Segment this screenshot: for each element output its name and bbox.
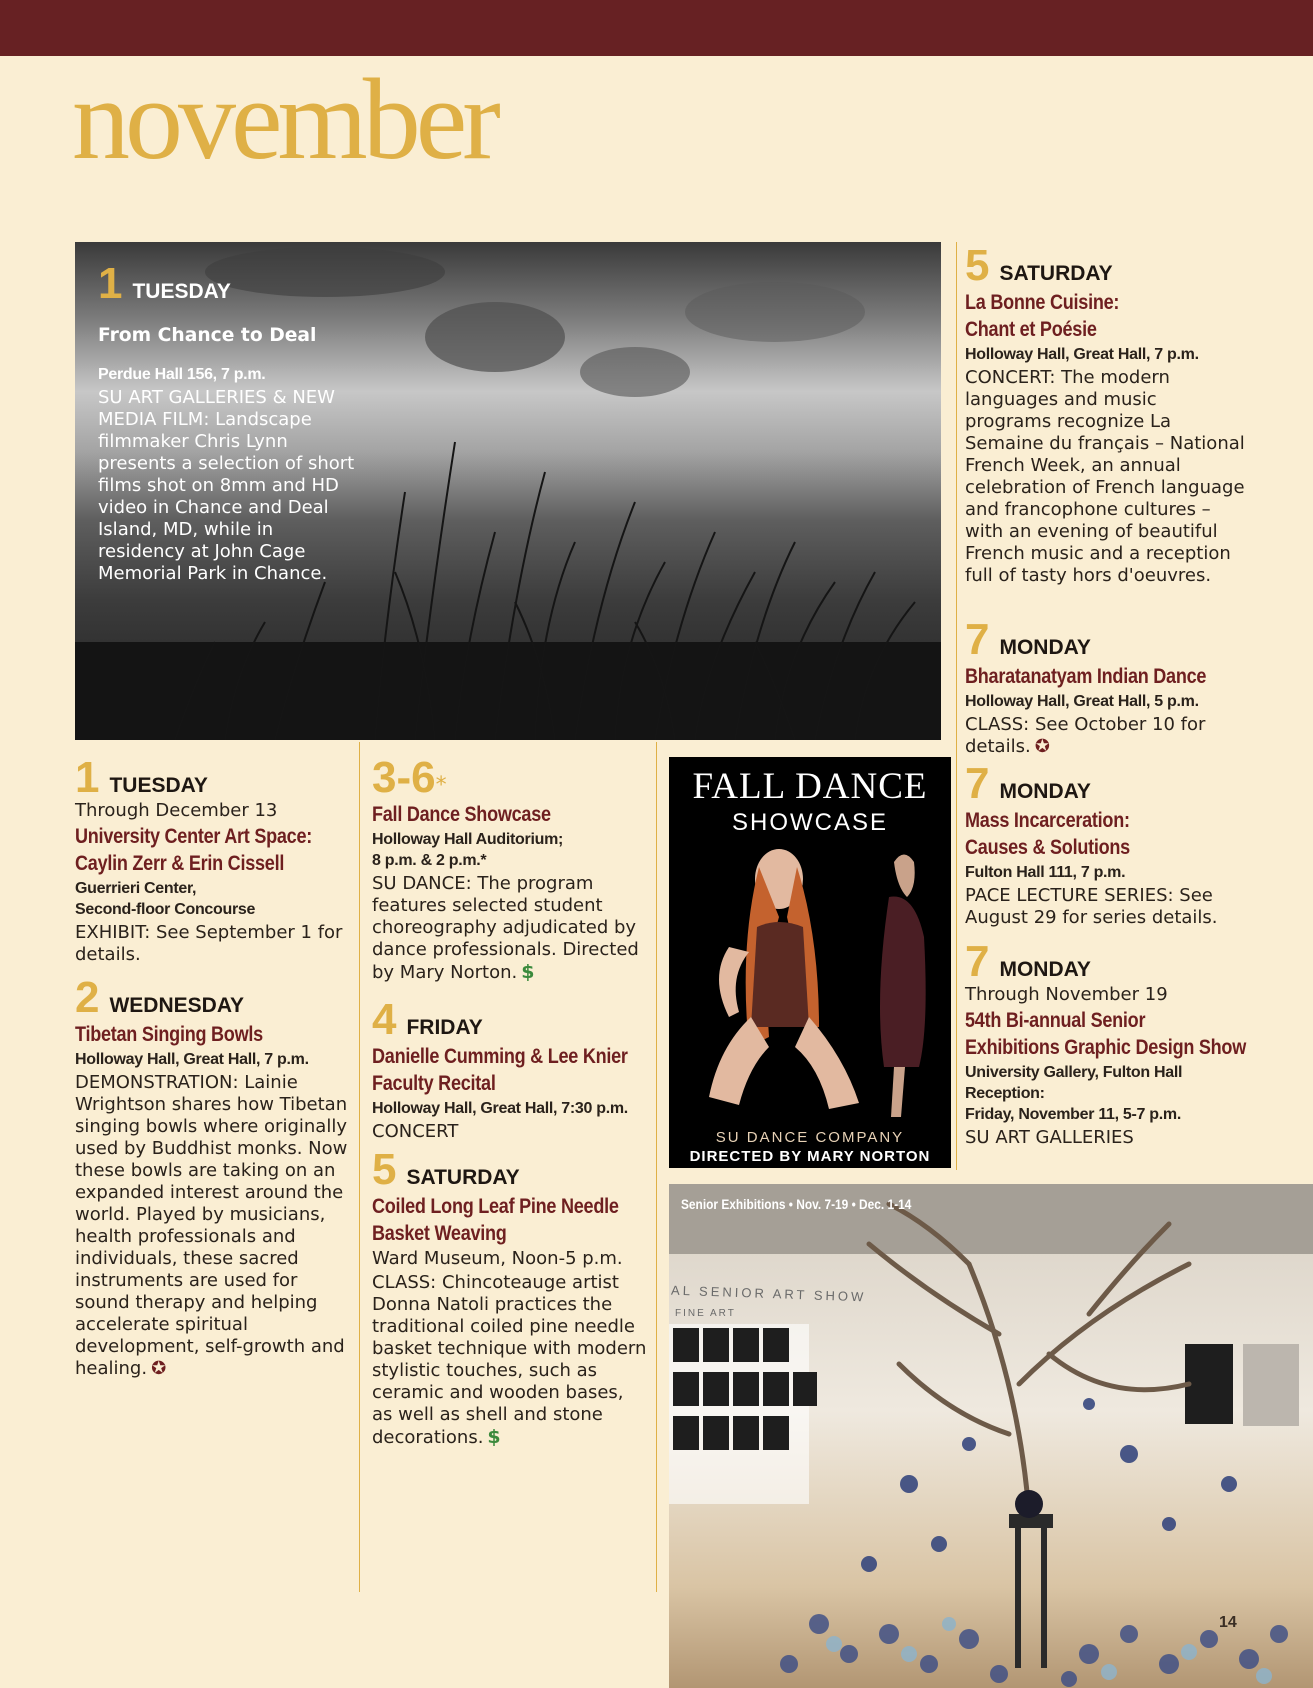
- event-date-number: 1: [75, 753, 100, 802]
- gallery-caption: Senior Exhibitions • Nov. 7-19 • Dec. 1-14: [681, 1196, 912, 1212]
- event-weekday: FRIDAY: [406, 1016, 483, 1039]
- feature-event: [98, 259, 358, 585]
- event-date-number: 3-6: [372, 753, 436, 802]
- event-item: [372, 995, 647, 1143]
- column-divider: [656, 742, 657, 1592]
- event-description: DEMONSTRATION: Lainie Wrightson shares how Tibetan singing bowls where originally used by Buddhist monks. Now these bowls are taking on an expanded interest around the world. Played by musicians, health professionals and individuals, these sacred instruments are used for sound therapy and helping accelerate spiritual development, self-growth and healing. ✪: [75, 1072, 348, 1379]
- event-location: Holloway Hall, Great Hall, 7 p.m.: [75, 1051, 309, 1068]
- event-title: Fall Dance Showcase: [372, 803, 551, 826]
- event-item: [372, 753, 647, 984]
- event-location: Holloway Hall, Great Hall, 7 p.m.: [965, 346, 1199, 363]
- event-date-range: Through November 19: [965, 984, 1168, 1005]
- event-item: [75, 753, 350, 966]
- gallery-photo: [669, 1184, 1313, 1688]
- event-description: PACE LECTURE SERIES: See August 29 for series details.: [965, 885, 1218, 928]
- event-weekday: MONDAY: [999, 780, 1091, 803]
- event-location: Guerrieri Center,: [75, 880, 197, 897]
- event-item: [965, 241, 1245, 587]
- event-location: Ward Museum, Noon-5 p.m.: [372, 1248, 623, 1269]
- poster-company: SU DANCE COMPANY: [715, 1129, 905, 1146]
- event-item: [965, 615, 1245, 758]
- page-number: 14: [1219, 1614, 1237, 1631]
- event-weekday: WEDNESDAY: [109, 994, 245, 1017]
- poster-director: DIRECTED BY MARY NORTON: [689, 1148, 931, 1165]
- event-weekday: MONDAY: [999, 958, 1091, 981]
- event-title: Bharatanatyam Indian Dance: [965, 665, 1207, 688]
- event-location: Second-floor Concourse: [75, 901, 256, 918]
- event-date-number: 2: [75, 973, 100, 1022]
- asterisk-mark: *: [435, 773, 447, 798]
- event-title: Coiled Long Leaf Pine Needle: [372, 1195, 619, 1218]
- event-weekday: MONDAY: [999, 636, 1091, 659]
- event-title: Faculty Recital: [372, 1072, 496, 1095]
- event-weekday: SATURDAY: [999, 262, 1113, 285]
- event-location: Reception:: [965, 1085, 1045, 1102]
- event-description: CONCERT: The modern languages and music programs recognize La Semaine du français – National French Week, an annual celebration of French language and francophone cultures – with an evening of beautiful French music and a reception full of tasty hors d'oeuvres.: [965, 367, 1245, 586]
- poster-subtitle: SHOWCASE: [731, 809, 888, 836]
- event-location: University Gallery, Fulton Hall: [965, 1064, 1183, 1081]
- event-date-number: 7: [965, 615, 990, 664]
- event-title: 54th Bi-annual Senior: [965, 1009, 1146, 1032]
- event-title: From Chance to Deal: [98, 324, 317, 346]
- event-location: Fulton Hall 111, 7 p.m.: [965, 864, 1126, 881]
- event-item: [965, 937, 1265, 1149]
- event-description: CLASS: See October 10 for details. ✪: [965, 714, 1206, 757]
- event-location: Holloway Hall, Great Hall, 7:30 p.m.: [372, 1100, 628, 1117]
- event-date-number: 5: [965, 241, 990, 290]
- event-title: La Bonne Cuisine:: [965, 291, 1120, 314]
- event-location: Friday, November 11, 5-7 p.m.: [965, 1106, 1181, 1123]
- event-date-number: 4: [372, 995, 397, 1044]
- event-location: 8 p.m. & 2 p.m.*: [372, 852, 487, 869]
- column-divider: [956, 242, 957, 1170]
- event-item: [75, 973, 350, 1380]
- event-location: Holloway Hall, Great Hall, 5 p.m.: [965, 693, 1199, 710]
- event-title: Caylin Zerr & Erin Cissell: [75, 852, 285, 875]
- event-title: Exhibitions Graphic Design Show: [965, 1036, 1247, 1059]
- event-description: EXHIBIT: See September 1 for details.: [75, 922, 343, 965]
- event-item: [965, 759, 1245, 929]
- event-description: SU ART GALLERIES & NEW MEDIA FILM: Landscape filmmaker Chris Lynn presents a selection of short films shot on 8mm and HD video in Chance and Deal Island, MD, while in residency at John Cage Memorial Park in Chance.: [98, 387, 355, 585]
- event-description: SU DANCE: The program features selected student choreography adjudicated by dance professionals. Directed by Mary Norton. $: [372, 873, 639, 983]
- dollar-icon: $: [521, 961, 535, 983]
- event-date-number: 7: [965, 937, 990, 986]
- event-description: CONCERT: [372, 1121, 459, 1142]
- event-title: Causes & Solutions: [965, 836, 1130, 859]
- event-item: [372, 1145, 647, 1449]
- event-title: Danielle Cumming & Lee Knier: [372, 1045, 628, 1068]
- student-star-icon: ✪: [1034, 736, 1050, 757]
- event-date-number: 1: [98, 259, 123, 308]
- gallery-wall-subsign: FINE ART: [675, 1308, 736, 1319]
- event-title: Chant et Poésie: [965, 318, 1097, 341]
- event-description: SU ART GALLERIES: [965, 1127, 1134, 1148]
- page-title: november: [72, 56, 496, 184]
- dancer-illustration: [669, 827, 951, 1127]
- fall-dance-poster: [669, 757, 951, 1168]
- feature-photo: [75, 242, 941, 740]
- event-weekday: SATURDAY: [406, 1166, 520, 1189]
- event-location: Holloway Hall Auditorium;: [372, 831, 564, 848]
- poster-title: FALL DANCE: [692, 766, 928, 807]
- gallery-illustration: [669, 1184, 1313, 1688]
- column-divider: [359, 742, 360, 1592]
- event-date-range: Through December 13: [75, 800, 278, 821]
- event-date-number: 7: [965, 759, 990, 808]
- header-bar: [0, 0, 1313, 56]
- dollar-icon: $: [487, 1426, 501, 1448]
- event-date-number: 5: [372, 1145, 397, 1194]
- gallery-wall-sign: AL SENIOR ART SHOW: [670, 1282, 867, 1305]
- student-star-icon: ✪: [151, 1358, 167, 1379]
- event-title: University Center Art Space:: [75, 825, 313, 848]
- event-title: Tibetan Singing Bowls: [75, 1023, 263, 1046]
- event-weekday: TUESDAY: [109, 774, 208, 797]
- event-location: Perdue Hall 156, 7 p.m.: [98, 366, 266, 384]
- event-title: Mass Incarceration:: [965, 809, 1130, 832]
- event-weekday: TUESDAY: [132, 280, 231, 303]
- event-description: CLASS: Chincoteauge artist Donna Natoli practices the traditional coiled pine needle basket technique with modern stylistic touches, such as ceramic and wooden bases, as well as shell and stone decorations. $: [372, 1272, 647, 1448]
- event-title: Basket Weaving: [372, 1222, 507, 1245]
